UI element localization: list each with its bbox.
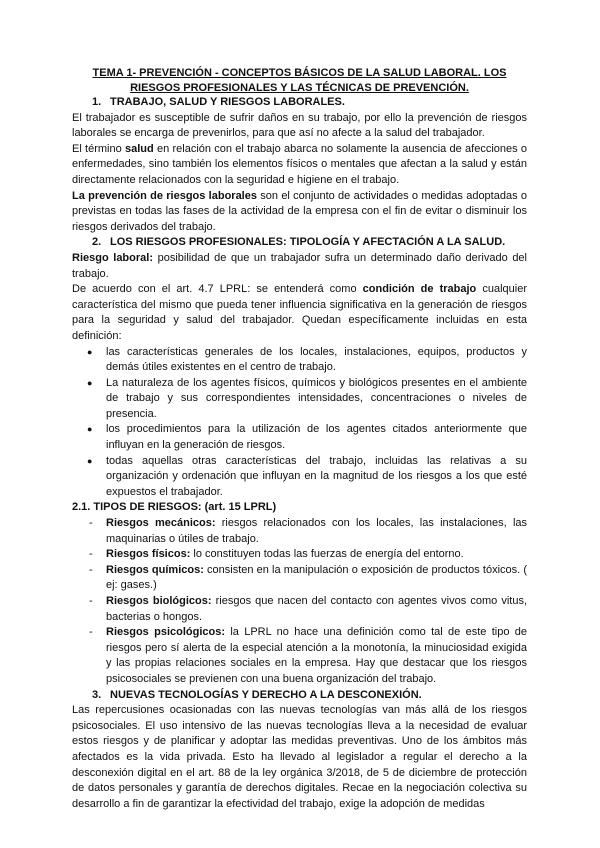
section-1-paragraph-3	[72, 189, 527, 236]
risk-type-item	[106, 594, 527, 625]
risk-term: Riesgos psicológicos:	[106, 626, 226, 639]
section-1-number: 1.	[92, 96, 102, 108]
section-1-heading-text: TRABAJO, SALUD Y RIESGOS LABORALES.	[110, 96, 345, 108]
section-1-heading	[92, 95, 527, 111]
bullet-item: ● las características generales de los locales, instalaciones, equipos, productos y demás útiles existentes en el centro de trabajo.	[106, 345, 527, 376]
bold-term-prevencion: La prevención de riesgos laborales	[72, 189, 257, 202]
section-2-heading-text: LOS RIESGOS PROFESIONALES: TIPOLOGÍA Y AFECTACIÓN A LA SALUD.	[110, 236, 506, 249]
section-2-heading	[92, 235, 527, 251]
risk-description: lo constituyen todas las fuerzas de energía del entorno.	[190, 548, 464, 561]
risk-type-item	[106, 547, 527, 563]
bold-term-riesgo-laboral: Riesgo laboral:	[72, 251, 153, 264]
section-2-number: 2.	[92, 236, 102, 249]
risk-term: Riesgos químicos:	[106, 563, 204, 576]
text-run: en relación con el trabajo abarca no solamente la ausencia de afecciones o enfermedades, sino también los elementos físicos o mentales que afectan a la salud y están directamente relacionados con la seguridad e higiene en el trabajo.	[72, 142, 528, 186]
risk-description: riesgos que nacen del contacto con agentes vivos como vitus, bacterias o hongos.	[106, 595, 527, 623]
condition-bullet-list	[72, 345, 527, 501]
risk-description: la LPRL no hace una definición como tal de este tipo de riesgos pero sí alerta de la especial atención a la monotonía, la minuciosidad exigida y las propias relaciones sociales en la empresa. Hay que destacar que los riesgos psicosociales se previenen con una buena organización del trabajo.	[106, 626, 527, 685]
bullet-item: ● los procedimientos para la utilización de los agentes citados anteriormente que influyan en la generación de riesgos.	[106, 422, 527, 453]
risk-type-item	[106, 625, 527, 687]
section-3-heading	[92, 688, 527, 704]
risk-description: riesgos relacionados con los locales, las instalaciones, las maquinarias o útiles de trabajo.	[106, 517, 528, 545]
text-run: El término	[72, 142, 125, 155]
section-3-number: 3.	[92, 688, 102, 701]
risk-type-item	[106, 563, 527, 594]
document-page	[72, 66, 527, 812]
text-run: son el conjunto de actividades o medidas adoptadas o previstas en todas las fases de la actividad de la empresa con el fin de evitar o disminuir los riesgos derivados del trabajo.	[72, 189, 527, 233]
risk-description: consisten en la manipulación o exposición de productos tóxicos. ( ej: gases.)	[106, 563, 527, 592]
section-2-1-heading: 2.1. TIPOS DE RIESGOS: (art. 15 LPRL)	[72, 501, 277, 514]
section-3-paragraph-1: Las repercusiones ocasionadas con las nuevas tecnologías van más allá de los riesgos psicosociales. El uso intensivo de las nuevas tecnologías lleva a la necesidad de evaluar estos riesgos y de planificar y adoptar las medidas preventivas. Uno de los ámbitos más afectados es la vida privada. Esto ha llevado al legislador a regular el derecho a la desconexión digital en el art. 88 de la ley orgánica 3/2018, de 5 de diciembre de protección de datos personales y garantía de derechos digitales. Recae en la negociación colectiva su desarrollo a fin de garantizar la efectividad del trabajo, exige la adopción de medidas	[72, 704, 527, 810]
section-2-paragraph-1	[72, 251, 527, 282]
bold-term-salud: salud	[125, 142, 154, 155]
risk-term: Riesgos mecánicos:	[106, 517, 216, 530]
text-run: De acuerdo con el art. 4.7 LPRL: se entenderá como	[72, 283, 363, 296]
bold-term-condicion: condición de trabajo	[362, 283, 477, 296]
risk-types-list	[72, 516, 527, 688]
risk-term: Riesgos físicos:	[106, 548, 191, 561]
bullet-item: ● todas aquellas otras características del trabajo, incluidas las relativas a su organización y ordenación que influyan en la magnitud de los riesgos a los que esté expuestos el trabajador.	[106, 454, 527, 501]
section-3-heading-text: NUEVAS TECNOLOGÍAS Y DERECHO A LA DESCONEXIÓN.	[110, 688, 422, 701]
risk-type-item	[106, 516, 527, 547]
section-1-paragraph-1: El trabajador es susceptible de sufrir daños en su trabajo, por ello la prevención de riesgos laborales se encarga de prevenirlos, para que así no afecte a la salud del trabajador.	[72, 111, 527, 140]
text-run: posibilidad de que un trabajador sufra un determinado daño derivado del trabajo.	[72, 251, 527, 280]
section-2-paragraph-2	[72, 282, 527, 344]
bullet-item: ● La naturaleza de los agentes físicos, químicos y biológicos presentes en el ambiente de trabajo y sus correspondientes intensidades, concentraciones o niveles de presencia.	[106, 376, 527, 423]
risk-term: Riesgos biológicos:	[106, 595, 212, 607]
document-title: TEMA 1- PREVENCIÓN - CONCEPTOS BÁSICOS DE LA SALUD LABORAL. LOS RIESGOS PROFESIONALES Y LAS TÉCNICAS DE PREVENCIÓN.	[92, 67, 507, 94]
section-1-paragraph-2	[72, 142, 527, 189]
text-run: cualquier característica del mismo que pueda tener influencia significativa en la generación de riesgos para la seguridad y salud del trabajador. Quedan específicamente incluidas en esta definición:	[72, 283, 527, 342]
